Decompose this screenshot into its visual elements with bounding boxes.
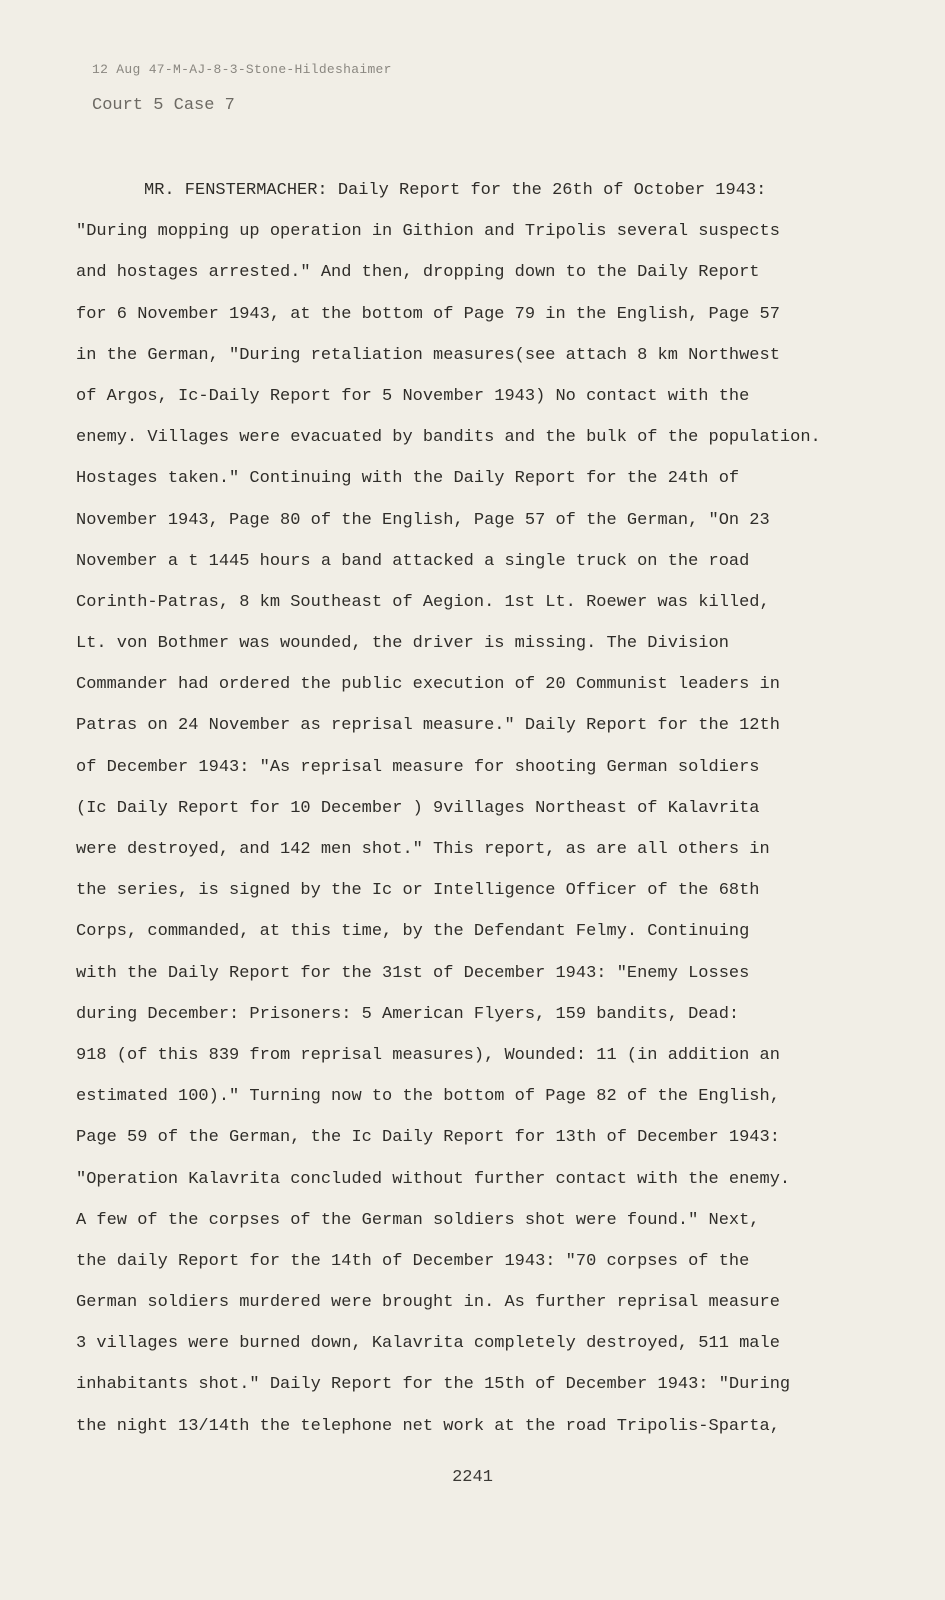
transcript-body <box>76 178 821 1455</box>
court-case-label: Court 5 Case 7 <box>92 96 235 115</box>
transcript-line: Corps, commanded, at this time, by the Defendant Felmy. Continuing <box>76 922 750 942</box>
transcript-line: enemy. Villages were evacuated by bandits and the bulk of the population. <box>76 428 821 448</box>
transcript-line: of Argos, Ic-Daily Report for 5 November 1943) No contact with the <box>76 386 750 406</box>
transcript-line: 3 villages were burned down, Kalavrita completely destroyed, 511 male <box>76 1334 780 1354</box>
transcript-line: the series, is signed by the Ic or Intelligence Officer of the 68th <box>76 881 760 901</box>
transcript-line: MR. FENSTERMACHER: Daily Report for the 26th of October 1943: <box>144 181 767 200</box>
transcript-line: Page 59 of the German, the Ic Daily Report for 13th of December 1943: <box>76 1128 780 1148</box>
transcript-line: estimated 100)." Turning now to the bottom of Page 82 of the English, <box>76 1087 780 1107</box>
transcript-line: Commander had ordered the public execution of 20 Communist leaders in <box>76 675 780 695</box>
transcript-line: November 1943, Page 80 of the English, Page 57 of the German, "On 23 <box>76 510 770 530</box>
transcript-line: "During mopping up operation in Githion and Tripolis several suspects <box>76 222 780 242</box>
transcript-line: of December 1943: "As reprisal measure for shooting German soldiers <box>76 757 760 777</box>
transcript-line: during December: Prisoners: 5 American Flyers, 159 bandits, Dead: <box>76 1004 740 1024</box>
document-reference: 12 Aug 47-M-AJ-8-3-Stone-Hildeshaimer <box>92 62 392 77</box>
transcript-line: inhabitants shot." Daily Report for the 15th of December 1943: "During <box>76 1375 791 1395</box>
transcript-line: the night 13/14th the telephone net work at the road Tripolis-Sparta, <box>76 1416 780 1436</box>
transcript-line: German soldiers murdered were brought in. As further reprisal measure <box>76 1293 780 1313</box>
transcript-line: A few of the corpses of the German soldiers shot were found." Next, <box>76 1210 760 1230</box>
transcript-line: with the Daily Report for the 31st of December 1943: "Enemy Losses <box>76 963 750 983</box>
transcript-line: 918 (of this 839 from reprisal measures), Wounded: 11 (in addition an <box>76 1045 780 1065</box>
transcript-line: the daily Report for the 14th of December 1943: "70 corpses of the <box>76 1251 750 1271</box>
page-number: 2241 <box>452 1468 493 1487</box>
transcript-line: Corinth-Patras, 8 km Southeast of Aegion. 1st Lt. Roewer was killed, <box>76 592 770 612</box>
transcript-line: "Operation Kalavrita concluded without further contact with the enemy. <box>76 1169 791 1189</box>
transcript-line: November a t 1445 hours a band attacked a single truck on the road <box>76 551 750 571</box>
transcript-line: Patras on 24 November as reprisal measure." Daily Report for the 12th <box>76 716 780 736</box>
transcript-line: (Ic Daily Report for 10 December ) 9villages Northeast of Kalavrita <box>76 798 760 818</box>
transcript-line: for 6 November 1943, at the bottom of Page 79 in the English, Page 57 <box>76 304 780 324</box>
transcript-line: in the German, "During retaliation measures(see attach 8 km Northwest <box>76 345 780 365</box>
transcript-line: Hostages taken." Continuing with the Daily Report for the 24th of <box>76 469 740 489</box>
transcript-line: were destroyed, and 142 men shot." This report, as are all others in <box>76 840 770 859</box>
transcript-line: Lt. von Bothmer was wounded, the driver is missing. The Division <box>76 634 729 654</box>
transcript-line: and hostages arrested." And then, dropping down to the Daily Report <box>76 263 760 283</box>
